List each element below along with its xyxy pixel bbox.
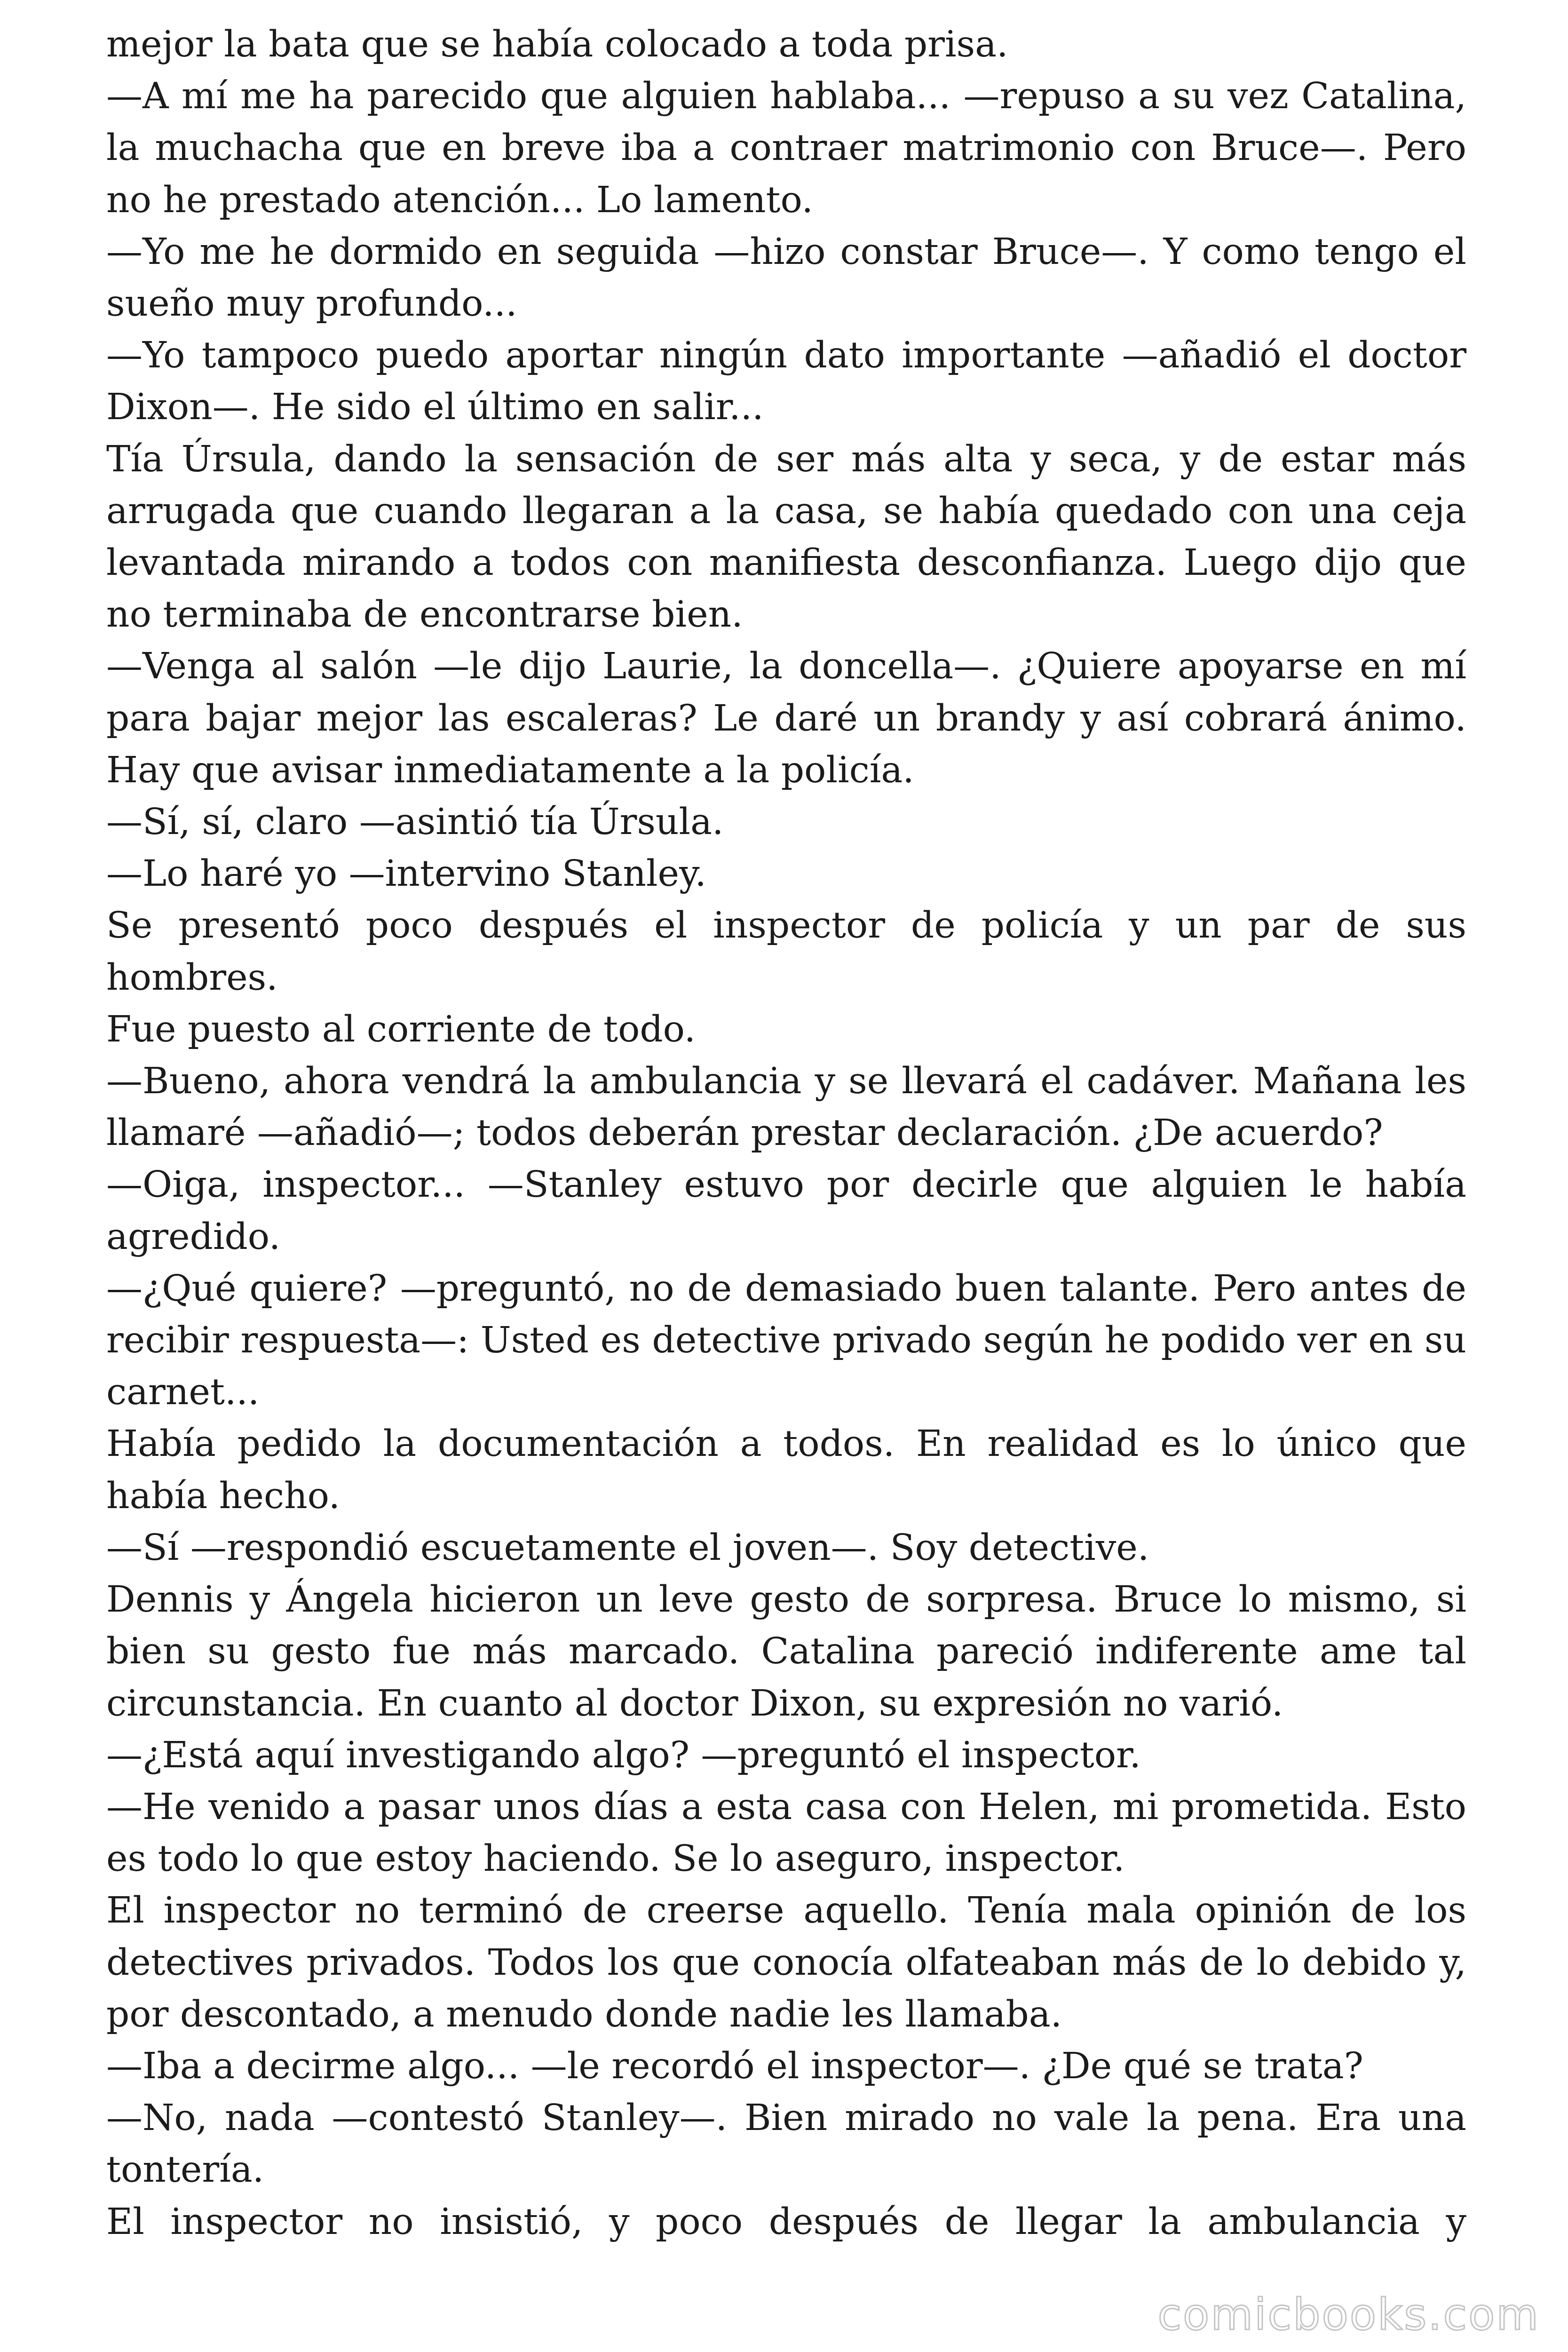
paragraph: —Bueno, ahora vendrá la ambulancia y se llevará el cadáver. Mañana les llamaré —añadió—; todos deberán prestar declaración. ¿De acuerdo? xyxy=(106,1060,1466,1154)
paragraph: —No, nada —contestó Stanley—. Bien mirado no vale la pena. Era una tontería. xyxy=(106,2097,1466,2191)
paragraph: —Sí —respondió escuetamente el joven—. Soy detective. xyxy=(106,1526,1149,1569)
paragraph: —Sí, sí, claro —asintió tía Úrsula. xyxy=(106,801,724,843)
paragraph: mejor la bata que se había colocado a toda prisa. xyxy=(106,24,1008,65)
paragraph: —¿Qué quiere? —preguntó, no de demasiado buen talante. Pero antes de recibir respuesta—: Usted es detective privado según he podido ver en su carnet... xyxy=(106,1267,1466,1414)
paragraph: —Iba a decirme algo... —le recordó el inspector—. ¿De qué se trata? xyxy=(106,2045,1363,2087)
paragraph: —Lo haré yo —intervino Stanley. xyxy=(106,853,706,895)
paragraph: —Yo me he dormido en seguida —hizo constar Bruce—. Y como tengo el sueño muy profundo... xyxy=(106,230,1466,325)
paragraph: Había pedido la documentación a todos. En realidad es lo único que había hecho. xyxy=(106,1423,1466,1517)
paragraph: —Venga al salón —le dijo Laurie, la doncella—. ¿Quiere apoyarse en mí para bajar mejor las escaleras? Le daré un brandy y así cobrará ánimo. Hay que avisar inmediatamente a la policía. xyxy=(106,645,1466,791)
watermark-logo: comicbooks.com xyxy=(1157,2289,1540,2340)
page-body xyxy=(106,19,1466,2248)
paragraph: —Yo tampoco puedo aportar ningún dato importante —añadió el doctor Dixon—. He sido el último en salir... xyxy=(106,334,1466,429)
paragraph: Fue puesto al corriente de todo. xyxy=(106,1008,696,1050)
paragraph: —¿Está aquí investigando algo? —preguntó el inspector. xyxy=(106,1734,1141,1776)
paragraph: Tía Úrsula, dando la sensación de ser más alta y seca, y de estar más arrugada que cuando llegaran a la casa, se había quedado con una ceja levantada mirando a todos con manifiesta desconfianza. Luego dijo que no terminaba de encontrarse bien. xyxy=(106,438,1466,636)
paragraph: —He venido a pasar unos días a esta casa con Helen, mi prometida. Esto es todo lo que estoy haciendo. Se lo aseguro, inspector. xyxy=(106,1786,1466,1880)
paragraph: Dennis y Ángela hicieron un leve gesto de sorpresa. Bruce lo mismo, si bien su gesto fue más marcado. Catalina pareció indiferente ame tal circunstancia. En cuanto al doctor Dixon, su expresión no varió. xyxy=(106,1579,1466,1724)
paragraph: El inspector no terminó de creerse aquello. Tenía mala opinión de los detectives privados. Todos los que conocía olfateaban más de lo debido y, por descontado, a menudo donde nadie les llamaba. xyxy=(106,1890,1466,2035)
paragraph: Se presentó poco después el inspector de policía y un par de sus hombres. xyxy=(106,905,1466,999)
paragraph: —A mí me ha parecido que alguien hablaba... —repuso a su vez Catalina, la muchacha que en breve iba a contraer matrimonio con Bruce—. Pero no he prestado atención... Lo lamento. xyxy=(106,75,1466,221)
paragraph-truncated: El inspector no insistió, y poco después de llegar la ambulancia y xyxy=(106,2201,1466,2243)
paragraph: —Oiga, inspector... —Stanley estuvo por decirle que alguien le había agredido. xyxy=(106,1164,1466,1258)
